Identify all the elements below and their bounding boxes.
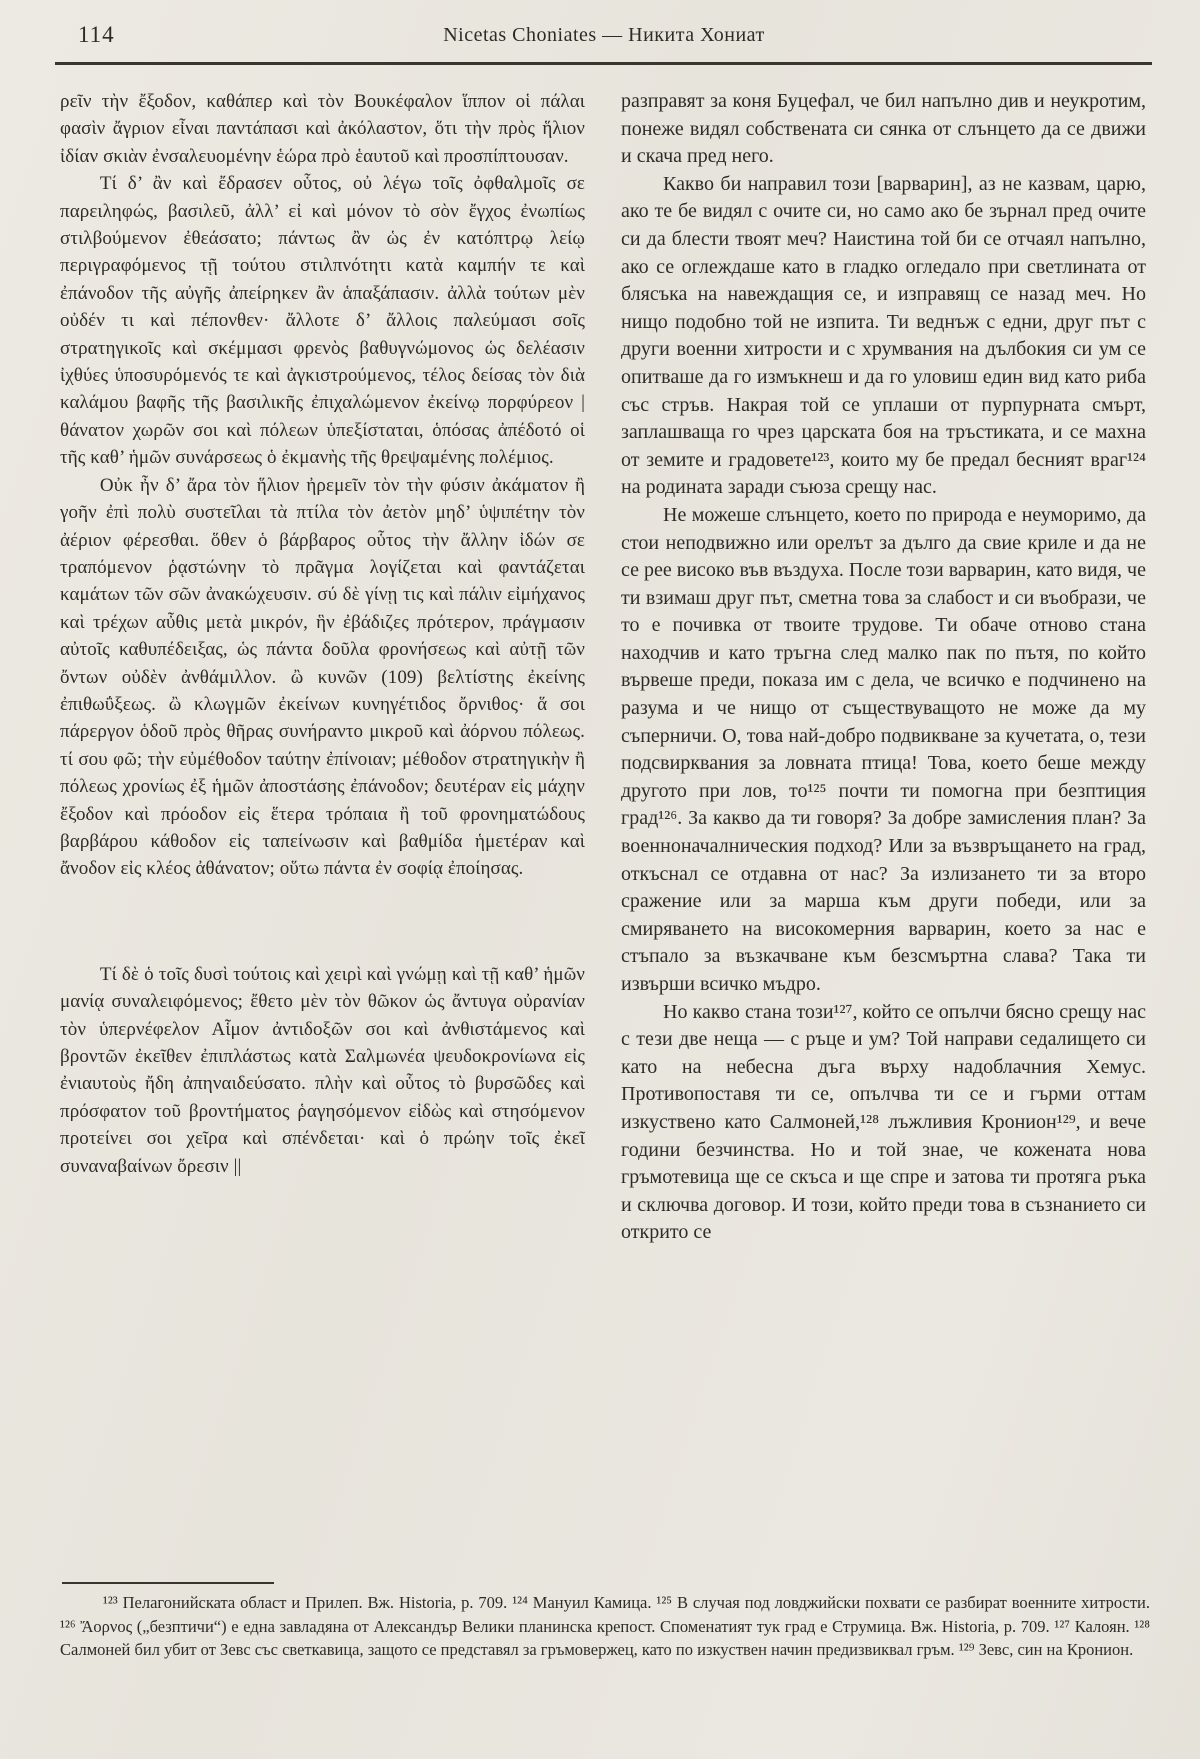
footnote-128: ¹²⁸ Салмоней бил убит от Зевс със светкавица, защото се представял за гръмовержец, като по изкуствен начин предизвиквал гръм. (60, 1616, 1151, 1660)
two-column-text (60, 88, 1146, 1247)
bulgarian-paragraph-3: Не можеше слънцето, което по природа е неуморимо, да стои неподвижно или орелът за дълго да свие криле и да не се рее високо във въздуха. После този варварин, като видя, че ти взимаш друг път, сметна това за слабост и си въобрази, че то е почивка от твоите трудове. Ти обаче отново стана находчив и като тръгна след малко пак по пътя, по който вървеше преди, показа им с дела, че всичко е подчинено на разума и че нищо от съществуващото не може да му съперничи. О, това най-добро подвикване за кучетата, о, тези подсвирквания за ловната птица! Това, което беше между другото при лов, то¹²⁵ почти ти помогна при безптиция град¹²⁶. За какво да ти говоря? За добре замисления план? За военноначалническия подход? Или за възвръщането на град, откъснал се отдавна от нас? За излизането ти за второ сражение или за марша към други победи, или за смиряването на високомерния варварин, което за нас е стъпало за възкачване към безсмъртна слава? Така ти извърши всичко мъдро. (621, 503, 1146, 995)
bulgarian-column (621, 88, 1146, 1247)
greek-paragraph-1: ρεῖν τὴν ἔξοδον, καθάπερ καὶ τὸν Βουκέφαλον ἵππον οἱ πάλαι φασὶν ἄγριον εἶναι παντάπασι καὶ ἀκόλαστον, ὅτι τὴν πρὸς ἥλιον ἰδίαν σκιὰν ἐνσαλευομένην ἑώρα πρὸ ἑαυτοῦ καὶ προσπίπτουσαν. (60, 91, 585, 167)
bulgarian-paragraph-2: Какво би направил този [варварин], аз не казвам, царю, ако те бе видял с очите си, но само ако бе зърнал пред очите си да блести твоят меч? Наистина той би се отчаял напълно, ако се оглеждаше като в гладко огледало при светлината от блясъка на навеждащия се, и изправящ се назад меч. Но нищо подобно той не изпита. Ти веднъж с едни, друг път с други военни хитрости и с хрумвания на дълбокия си ум се опитваше да го измъкнеш и да го уловиш един вид като риба със стръв. Накрая той се уплаши от пурпурната смърт, заплашваща го чрез царската боя на тръстиката, и се махна от земите и градовете¹²³, които му бе предал бесният враг¹²⁴ на родината заради съюза срещу нас. (621, 172, 1146, 499)
bulgarian-paragraph-1: разправят за коня Буцефал, че бил напълно див и неукротим, понеже видял собствената си сянка от слънцето да се движи и скача пред него. (621, 90, 1146, 168)
page-number: 114 (78, 22, 115, 47)
bulgarian-paragraph-4: Но какво стана този¹²⁷, който се опълчи бясно срещу нас с тези две неща — с ръце и ум? Той направи седалището си като на небесна дъга върху надоблачния Хемус. Противопоставя ти се, опълчва ти се и гърми оттам изкуствено като Салмоней,¹²⁸ лъжливия Кронион¹²⁹, и вече години безчинства. Но и той знае, че кожената нова гръмотевица ще се скъса и ще спре и затова ти протяга ръка и сключва договор. И този, който преди това в съзнанието си открито се (621, 1000, 1146, 1244)
footnote-127: ¹²⁷ Калоян. (1054, 1616, 1130, 1636)
footnote-rule (62, 1582, 274, 1584)
footnotes-section (60, 1582, 1150, 1662)
greek-paragraph-4: Τί δὲ ὁ τοῖς δυσὶ τούτοις καὶ χειρὶ καὶ γνώμῃ καὶ τῇ καθ’ ἡμῶν μανίᾳ συναλειφόμενος; ἔθετο μὲν τὸν θῶκον ὡς ἄντυγα οὐρανίαν τὸν ὑπερνέφελον Αἷμον ἀντιδοξῶν σοι καὶ ἀνθιστάμενος καὶ βροντῶν ἐκεῖθεν ἐπιπλάστως κατὰ Σαλμωνέα ψευδοκρονίωνα εἰς ἐνιαυτοὺς ἤδη ἀπηναιδεύσατο. πλὴν καὶ οὗτος τὸ βυρσῶδες καὶ πρόσφατον τοῦ βροντήματος ῥαγησόμενον εἰδὼς καὶ στησόμενον προτείνει σοι χεῖρα καὶ σπένδεται· καὶ ὁ πρώην τοῖς ἐκεῖ συναναβαίνων ὄρεσιν || (60, 963, 585, 1177)
page-header (60, 20, 1148, 56)
footnotes-text (60, 1591, 1150, 1662)
greek-paragraph-2: Τί δ’ ἂν καὶ ἔδρασεν οὗτος, οὐ λέγω τοῖς ὀφθαλμοῖς σε παρειληφώς, βασιλεῦ, ἀλλ’ εἰ καὶ μόνον τὸ σὸν ἔγχος ἐνωπίως στιλβούμενον ἐθεάσατο; πάντως ἂν ὡς ἐν κατόπτρῳ λείῳ περιγραφόμενος τῇ τούτου στιλπνότητι κατὰ καμπήν τε καὶ ἐπάνοδον τῆς αὐγῆς ἀπείρηκεν ἂν ἁπαξάπασιν. ἀλλὰ τούτων μὲν οὐδέν τι καὶ πέπονθεν· ἄλλοτε δ’ ἄλλοις παλεύμασι σοῖς στρατηγικοῖς καὶ σκέμμασι φρενὸς βαθυγνώμονος ὡς δελέασιν ἰχθύες ὑποσυρόμενός τε καὶ ἀγκιστρούμενος, τέλος δείσας τὸν διὰ καλάμου βαφῆς τῆς βασιλικῆς ἐπιχαλώμενον ἐκείνῳ πορφύρεον | θάνατον χωρῶν σοι καὶ πόλεων ὑπεξίσταται, ὁπόσας ἀπέδοτό οἱ τῆς καθ’ ἡμῶν συνάρσεως ὁ ἐκμανὴς τῆς θρεψαμένης πολέμιος. (60, 173, 585, 469)
footnote-124: ¹²⁴ Мануил Камица. (512, 1593, 652, 1612)
footnote-126: ¹²⁶ Ἄορνος („безптичи“) е една завладяна от Александър Велики планинска крепост. Споменатият тук град е Струмица. Вж. Historia, p. 709. (60, 1616, 1050, 1636)
running-title: Nicetas Choniates — Никита Хониат (443, 24, 765, 46)
footnote-129: ¹²⁹ Зевс, син на Кронион. (958, 1640, 1134, 1660)
header-rule (55, 62, 1152, 65)
greek-column (60, 88, 585, 1180)
greek-paragraph-3: Οὐκ ἦν δ’ ἄρα τὸν ἥλιον ἠρεμεῖν τὸν τὴν φύσιν ἀκάματον ἢ γοῆν ἐπὶ πολὺ συστεῖλαι τὰ πτίλα τὸν ἀετὸν μηδ’ ὑψιπέτην τὸν ἀέριον φέρεσθαι. ὅθεν ὁ βάρβαρος οὗτος τὴν ἄλλην ἰδών σε τραπόμενον ῥᾳστώνην τὸ πρᾶγμα λογίζεται καὶ φαντάζεται καμάτων τῶν σῶν ἀνακώχευσιν. σύ δὲ γίνῃ τις καὶ πάλιν εἰμήχανος καὶ τρέχων αὖθις μετὰ μικρόν, ἣν ἐβάδιζες πρότερον, πράγμασιν αὐτοῖς καθυπέδειξας, ὡς πάντα δοῦλα φρονήσεως καὶ αὐτῇ τῶν ὄντων οὐδὲν ἀνθάμιλλον. ὢ κυνῶν (109) βελτίστης ἐκείνης ἐπιθωΰξεως. ὢ κλωγμῶν ἐκείνων κυνηγέτιδος ὄρνιθος· ἅ σοι πάρεργον ὁδοῦ πρὸς θῆρας συνήραντο μικροῦ καὶ ἀόρνου πόλεως. τί σου φῶ; τὴν εὐμέθοδον ταύτην ἐπίνοιαν; μέθοδον στρατηγικὴν ἢ πόλεως χρονίως ἐξ ἡμῶν ἀποστάσης ἐπάνοδον; δευτέραν εἰς μάχην ἔξοδον καὶ πρόοδον εἰς ἕτερα τρόπαια ἢ τοῦ φρονηματώδους βαρβάρου κάθοδον εἰς ταπείνωσιν καὶ βαθμίδα ἡμετέραν καὶ ἄνοδον εἰς κλέος ἀθάνατον; οὕτω πάντα ἐν σοφίᾳ ἐποίησας. (60, 474, 585, 880)
footnote-125: ¹²⁵ В случая под ловджийски похвати се разбират военните хитрости. (656, 1593, 1151, 1612)
footnote-123: ¹²³ Пелагонийската област и Прилеп. Вж. Historia, p. 709. (102, 1593, 508, 1612)
